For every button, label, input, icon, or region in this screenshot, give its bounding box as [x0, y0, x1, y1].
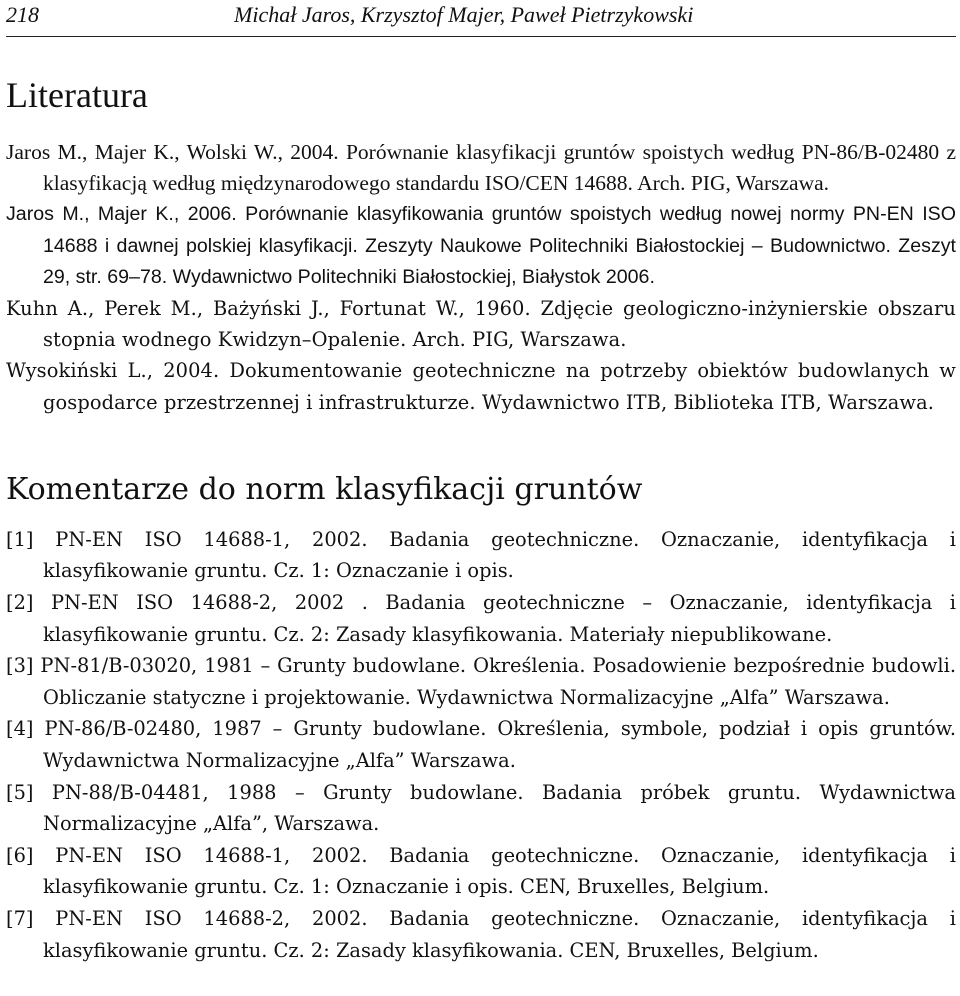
standard-item: [2] PN-EN ISO 14688-2, 2002 . Badania geotechniczne – Oznaczanie, identyfikacja i klasyfikowanie gruntu. Cz. 2: Zasady klasyfikowania. Materiały niepublikowane. [6, 591, 956, 646]
standard-item: [3] PN-81/B-03020, 1981 – Grunty budowlane. Określenia. Posadowienie bezpośrednie budowli. Obliczanie statyczne i projektowanie. Wydawnictwa Normalizacyjne „Alfa” Warszawa. [6, 654, 956, 709]
standard-item: [1] PN-EN ISO 14688-1, 2002. Badania geotechniczne. Oznaczanie, identyfikacja i klasyfikowanie gruntu. Cz. 1: Oznaczanie i opis. [6, 527, 956, 583]
running-header [6, 0, 956, 37]
komentarze-list [6, 524, 956, 966]
document-page [6, 0, 956, 966]
literatura-heading: Literatura [6, 75, 148, 115]
page-number: 218 [6, 2, 39, 27]
standard-item: [4] PN-86/B-02480, 1987 – Grunty budowlane. Określenia, symbole, podział i opis gruntów. Wydawnictwa Normalizacyjne „Alfa” Warszawa. [6, 717, 956, 772]
reference-item: Jaros M., Majer K., Wolski W., 2004. Porównanie klasyfikacji gruntów spoistych według PN-86/B-02480 z klasyfikacją według międzynarodowego standardu ISO/CEN 14688. Arch. PIG, Warszawa. [6, 140, 956, 196]
reference-item: Jaros M., Majer K., 2006. Porównanie klasyfikowania gruntów spoistych według nowej normy PN-EN ISO 14688 i dawnej polskiej klasyfikacji. Zeszyty Naukowe Politechniki Białostockiej – Budownictwo. Zeszyt 29, str. 69–78. Wydawnictwo Politechniki Białostockiej, Białystok 2006. [6, 203, 956, 288]
standard-item: [6] PN-EN ISO 14688-1, 2002. Badania geotechniczne. Oznaczanie, identyfikacja i klasyfikowanie gruntu. Cz. 1: Oznaczanie i opis. CEN, Bruxelles, Belgium. [6, 843, 956, 899]
running-title: Michał Jaros, Krzysztof Majer, Paweł Pietrzykowski [234, 2, 694, 27]
standard-item: [7] PN-EN ISO 14688-2, 2002. Badania geotechniczne. Oznaczanie, identyfikacja i klasyfikowanie gruntu. Cz. 2: Zasady klasyfikowania. CEN, Bruxelles, Belgium. [6, 906, 956, 962]
literatura-list [6, 137, 956, 418]
reference-item: Kuhn A., Perek M., Bażyński J., Fortunat W., 1960. Zdjęcie geologiczno-inżynierskie obszaru stopnia wodnego Kwidzyn–Opalenie. Arch. PIG, Warszawa. [6, 297, 956, 352]
reference-item: Wysokiński L., 2004. Dokumentowanie geotechniczne na potrzeby obiektów budowlanych w gospodarce przestrzennej i infrastrukturze. Wydawnictwo ITB, Biblioteka ITB, Warszawa. [6, 359, 956, 414]
standard-item: [5] PN-88/B-04481, 1988 – Grunty budowlane. Badania próbek gruntu. Wydawnictwa Normalizacyjne „Alfa”, Warszawa. [6, 780, 956, 836]
komentarze-heading: Komentarze do norm klasyfikacji gruntów [6, 471, 643, 507]
